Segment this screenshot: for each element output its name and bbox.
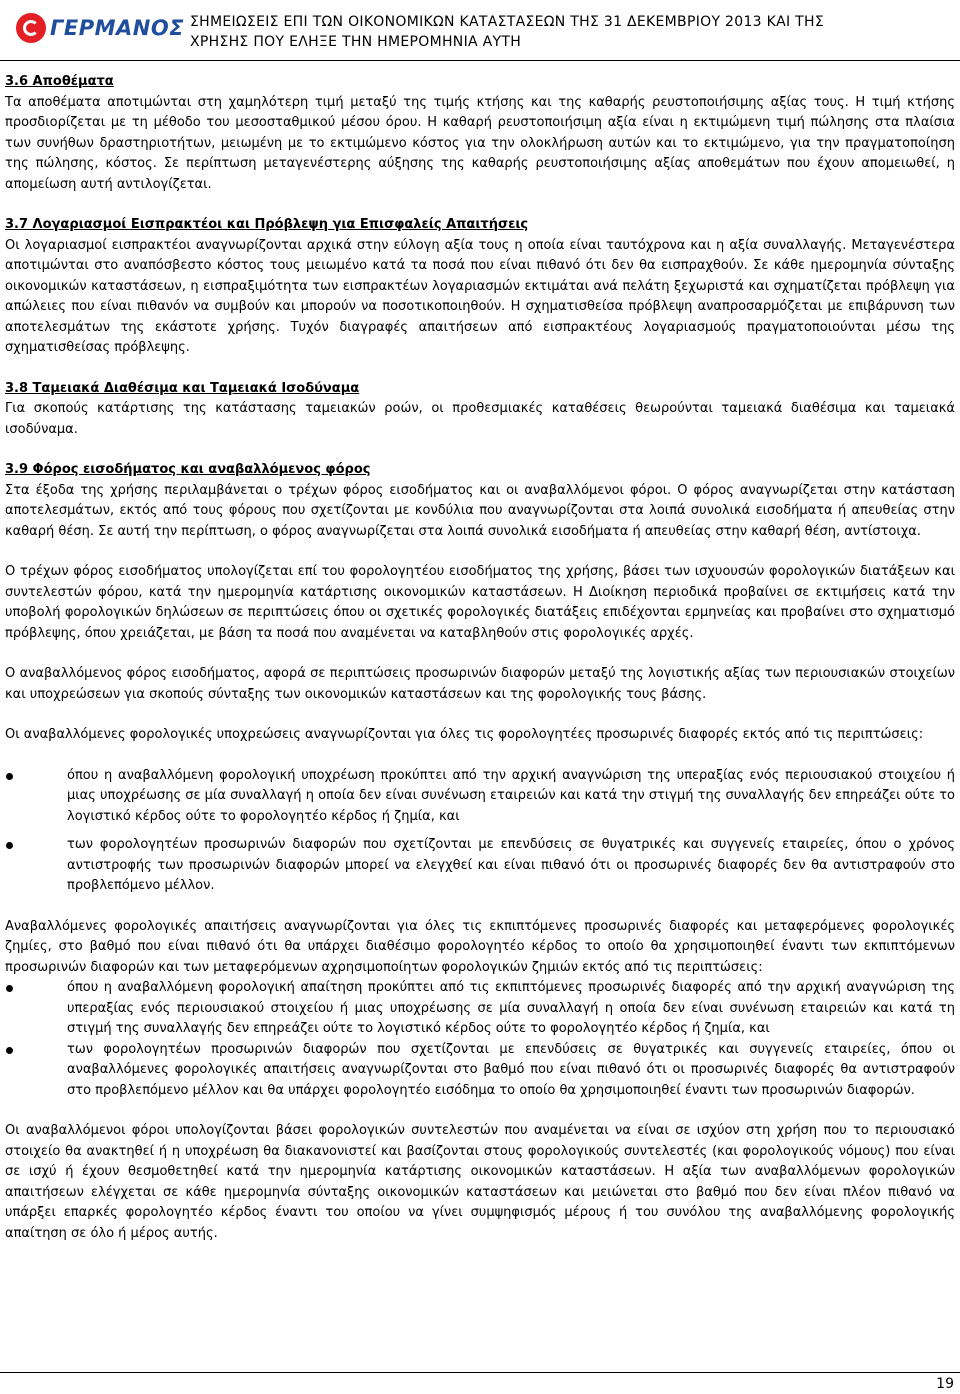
paragraph: Για σκοπούς κατάρτισης της κατάστασης ταμειακών ροών, οι προθεσμιακές καταθέσεις θεωρούνται ταμειακά διαθέσιμα και ταμειακά ισοδύναμα.: [5, 401, 955, 437]
document-body: [5, 72, 955, 1244]
bullet-item: [5, 978, 955, 1040]
bullet-text: όπου η αναβαλλόμενη φορολογική υποχρέωση προκύπτει από την αρχική αναγνώριση της υπεραξίας ενός περιουσιακού στοιχείου ή μιας υποχρέωσης σε μία συναλλαγή η οποία δεν είναι συνένωση εταιρειών και κατά την στιγμή της συναλλαγής δεν επηρεάζει ούτε το λογιστικό κέρδος ούτε το φορολογητέο κέρδος ή ζημία, και: [67, 767, 955, 824]
header-title-line1: ΣΗΜΕΙΩΣΕΙΣ ΕΠΙ ΤΩΝ ΟΙΚΟΝΟΜΙΚΩΝ ΚΑΤΑΣΤΑΣΕΩΝ ΤΗΣ 31 ΔΕΚΕΜΒΡΙΟΥ 2013 ΚΑΙ ΤΗΣ: [190, 14, 824, 30]
germanos-logo: [16, 10, 185, 50]
page-header: [0, 0, 960, 62]
page-footer: [0, 1370, 960, 1394]
section-heading-3-9: 3.9 Φόρος εισοδήματος και αναβαλλόμενος φόρος: [5, 462, 371, 477]
section-heading-3-6: 3.6 Αποθέματα: [5, 74, 114, 89]
paragraph: Στα έξοδα της χρήσης περιλαμβάνεται ο τρέχων φόρος εισοδήματος και οι αναβαλλόμενοι φόροι. Ο φόρος αναγνωρίζεται στην κατάσταση αποτελεσμάτων, εκτός από τους φόρους που σχετίζονται με κονδύλια που αναγνωρίζονται στα λοιπά συνολικά εισοδήματα ή απευθείας στην καθαρή θέση. Σε αυτή την περίπτωση, ο φόρος αναγνωρίζεται στα λοιπά συνολικά εισοδήματα ή απευθείας στην καθαρή θέση, αντίστοιχα.: [5, 482, 955, 539]
bullet-item: [5, 1040, 955, 1102]
paragraph: Ο αναβαλλόμενος φόρος εισοδήματος, αφορά σε περιπτώσεις προσωρινών διαφορών μεταξύ της λογιστικής αξίας των περιουσιακών στοιχείων και υποχρεώσεων για σκοπούς σύνταξης των οικονομικών καταστάσεων και της φορολογικής τους βάσης.: [5, 666, 955, 702]
bullet-icon: [6, 773, 13, 780]
bullet-icon: [6, 985, 13, 992]
paragraph: Οι λογαριασμοί εισπρακτέοι αναγνωρίζονται αρχικά στην εύλογη αξία τους η οποία είναι ταυτόχρονα και η αξία συναλλαγής. Μεταγενέστερα αποτιμώνται στο αναπόσβεστο κόστος τους μειωμένο κατά τα ποσά που είναι πιθανό ότι δεν θα εισπραχθούν. Σε κάθε ημερομηνία σύνταξης οικονομικών καταστάσεων, η εισπραξιμότητα των εισπρακτέων λογαριασμών εκτιμάται ανά πελάτη ξεχωριστά και σχηματίζεται πρόβλεψη για απώλειες που είναι πιθανόν να συμβούν και μπορούν να ποσοτικοποιηθούν. Η σχηματισθείσα πρόβλεψη αναπροσαρμόζεται με επιβάρυνση των αποτελεσμάτων της εκάστοτε χρήσης. Τυχόν διαγραφές απαιτήσεων από εισπρακτέους λογαριασμούς πραγματοποιούνται μέσω της σχηματισθείσας πρόβλεψης.: [5, 237, 955, 355]
paragraph: Τα αποθέματα αποτιμώνται στη χαμηλότερη τιμή μεταξύ της τιμής κτήσης και της καθαρής ρευστοποιήσιμης αξίας τους. Η τιμή κτήσης προσδιορίζεται με τη μέθοδο του μεσοσταθμικού μέσου όρου. Η καθαρή ρευστοποιήσιμη αξία είναι η εκτιμώμενη τιμή πώλησης στα πλαίσια των συνήθων δραστηριοτήτων, μειωμένη με το εκτιμώμενο κόστος για την ολοκλήρωση αυτών και το εκτιμώμενο, για την πραγματοποίηση της πώλησης, κόστος. Σε περίπτωση μεταγενέστερης αύξησης της καθαρής ρευστοποιήσιμης αξίας αποθεμάτων που έχουν απομειωθεί, η απομείωση αυτή αντιλογίζεται.: [5, 94, 955, 192]
bullet-text: των φορολογητέων προσωρινών διαφορών που σχετίζονται με επενδύσεις σε θυγατρικές και συγγενείς εταιρείες, όπου οι αναβαλλόμενες φορολογικές απαιτήσεις αναγνωρίζονται στο βαθμό που είναι πιθανό ότι οι προσωρινές διαφορές θα αντιστραφούν στο προβλεπόμενο μέλλον και θα υπάρχει φορολογητέο εισόδημα το οποίο θα χρησιμοποιηθεί έναντι των προσωρινών διαφορών.: [67, 1041, 955, 1098]
header-title: [190, 12, 945, 52]
bullet-item: [5, 835, 955, 897]
paragraph: Οι αναβαλλόμενες φορολογικές υποχρεώσεις αναγνωρίζονται για όλες τις φορολογητέες προσωρινές διαφορές εκτός από τις περιπτώσεις:: [5, 727, 924, 742]
paragraph: Αναβαλλόμενες φορολογικές απαιτήσεις αναγνωρίζονται για όλες τις εκπιπτόμενες προσωρινές διαφορές και μεταφερόμενες φορολογικές ζημίες, στο βαθμό που είναι πιθανό ότι θα υπάρχει διαθέσιμο φορολογητέο κέρδος το οποίο θα χρησιμοποιηθεί έναντι των εκπιπτόμενων προσωρινών διαφορών και των μεταφερόμενων αχρησιμοποίητων φορολογικών ζημιών εκτός από τις περιπτώσεις:: [5, 918, 955, 975]
paragraph: Ο τρέχων φόρος εισοδήματος υπολογίζεται επί του φορολογητέου εισοδήματος της χρήσης, βάσει των ισχυουσών φορολογικών διατάξεων και συντελεστών φόρου, κατά την ημερομηνία κατάρτισης οικονομικών καταστάσεων. Η Διοίκηση περιοδικά προβαίνει σε εκτιμήσεις κατά την υποβολή φορολογικών δηλώσεων σε περιπτώσεις όπου οι σχετικές φορολογικές διατάξεις επιδέχονται ερμηνείας και προβαίνει στο σχηματισμό πρόβλεψης, όπου χρειάζεται, με βάση τα ποσά που αναμένεται να καταβληθούν στις φορολογικές αρχές.: [5, 564, 955, 641]
section-heading-3-7: 3.7 Λογαριασμοί Εισπρακτέοι και Πρόβλεψη για Επισφαλείς Απαιτήσεις: [5, 217, 529, 232]
paragraph: Οι αναβαλλόμενοι φόροι υπολογίζονται βάσει φορολογικών συντελεστών που αναμένεται να είναι σε ισχύον στη χρήση που το περιουσιακό στοιχείο θα ανακτηθεί ή η υποχρέωση θα διακανονιστεί και βασίζονται στους φορολογικούς συντελεστές (και φορολογικούς νόμους) που είναι σε ισχύ ή έχουν θεσμοθετηθεί κατά την ημερομηνία κατάρτισης οικονομικών καταστάσεων. Η αξία των αναβαλλόμενων φορολογικών απαιτήσεων ελέγχεται σε κάθε ημερομηνία σύνταξης οικονομικών καταστάσεων και μειώνεται στο βαθμό που δεν είναι πλέον πιθανό να υπάρξει επαρκές φορολογητέο κέρδος έναντι του οποίου να γίνει συμψηφισμός μέρους ή του συνόλου της αναβαλλόμενης φορολογικής απαίτηση σε όλο ή μέρος αυτής.: [5, 1123, 955, 1241]
footer-divider: [0, 1372, 960, 1373]
page-number: 19: [936, 1376, 954, 1392]
bullet-icon: [6, 842, 13, 849]
logo-text: ΓΕΡΜΑΝΟΣ: [50, 16, 185, 40]
header-divider: [0, 60, 960, 61]
bullet-icon: [6, 1047, 13, 1054]
section-heading-3-8: 3.8 Ταμειακά Διαθέσιμα και Ταμειακά Ισοδύναμα: [5, 380, 360, 396]
bullet-text: όπου η αναβαλλόμενη φορολογική απαίτηση προκύπτει από τις εκπιπτόμενες προσωρινές διαφορές από την αρχική αναγνώριση της υπεραξίας ενός περιουσιακού στοιχείου ή μιας υποχρέωσης σε μία συναλλαγή η οποία δεν είναι συνένωση εταιρειών και κατά τη στιγμή της συναλλαγής δεν επηρεάζει ούτε το λογιστικό κέρδος ούτε το φορολογητέο κέρδος ή ζημία, και: [67, 980, 955, 1036]
logo-mark-icon: [16, 13, 46, 43]
bullet-item: [5, 766, 955, 828]
header-title-line2: ΧΡΗΣΗΣ ΠΟΥ ΕΛΗΞΕ ΤΗΝ ΗΜΕΡΟΜΗΝΙΑ ΑΥΤΗ: [190, 34, 522, 50]
bullet-text: των φορολογητέων προσωρινών διαφορών που σχετίζονται με επενδύσεις σε θυγατρικές και συγγενείς εταιρείες, όπου ο χρόνος αντιστροφής των προσωρινών διαφορών μπορεί να ελεγχθεί και είναι πιθανό ότι οι προσωρινές διαφορές δεν θα αντιστραφούν στο προβλεπόμενο μέλλον.: [67, 837, 955, 893]
